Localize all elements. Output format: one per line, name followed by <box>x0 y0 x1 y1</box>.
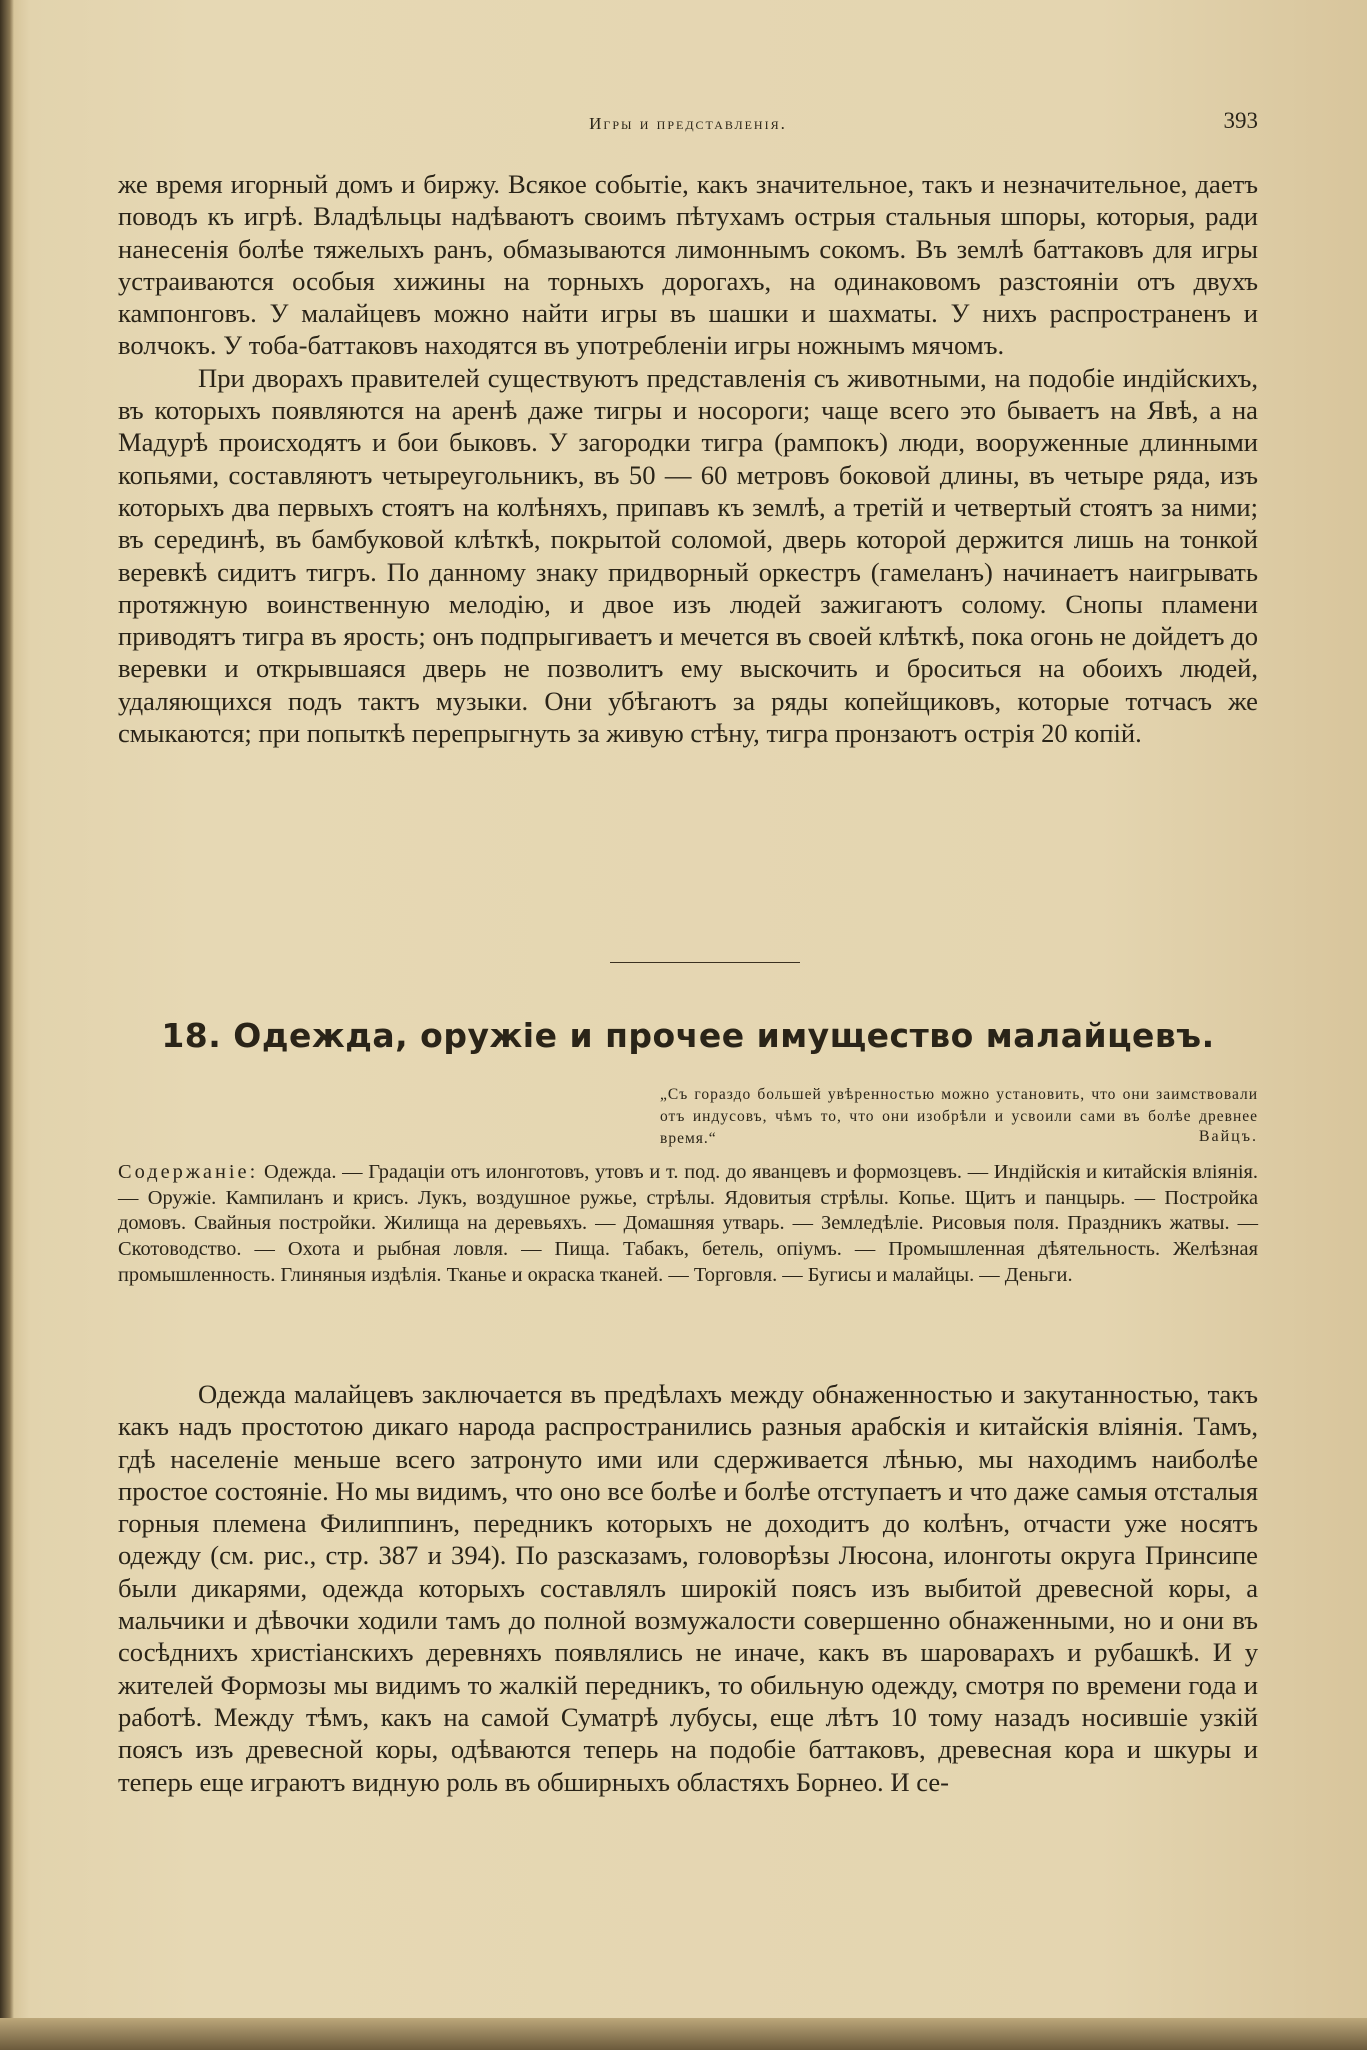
epigraph-author: Вайцъ. <box>1198 1128 1258 1145</box>
page-number: 393 <box>1223 108 1258 133</box>
top-text-block <box>118 168 1258 749</box>
section-contents <box>118 1160 1258 1289</box>
running-head: Игры и представленія. <box>589 114 787 133</box>
page-header <box>118 108 1258 148</box>
epigraph: „Съ гораздо большей увѣренностью можно установить, что они заимствовали отъ индусовъ, чѣмъ то, что они изобрѣли и усвоили сами въ болѣе древнее время.“ <box>660 1086 1258 1147</box>
section-divider <box>610 962 800 963</box>
paragraph-continuation: же время игорный домъ и биржу. Всякое событіе, какъ значительное, такъ и незначительное, даетъ поводъ къ игрѣ. Владѣльцы надѣваютъ своимъ пѣтухамъ острыя стальныя шпоры, которыя, ради нанесенія болѣе тяжелыхъ ранъ, обмазываются лимоннымъ сокомъ. Въ землѣ баттаковъ для игры устраиваются особыя хижины на торныхъ дорогахъ, на одинаковомъ разстояніи отъ двухъ кампонговъ. У малайцевъ можно найти игры въ шашки и шахматы. У нихъ распространенъ и волчокъ. У тоба-баттаковъ находятся въ употребленіи игры ножнымъ мячомъ. <box>118 169 1258 361</box>
contents-text: Одежда. — Градаціи отъ илонготовъ, утовъ и т. под. до яванцевъ и формозцевъ. — Индійскія и китайскія вліянія. — Оружіе. Кампиланъ и крисъ. Лукъ, воздушное ружье, стрѣлы. Ядовитыя стрѣлы. Копье. Щитъ и панцырь. — Постройка домовъ. Свайныя постройки. Жилища на деревьяхъ. — Домашняя утварь. — Земледѣліе. Рисовыя поля. Праздникъ жатвы. — Скотоводство. — Охота и рыбная ловля. — Пища. Табакъ, бетель, опіумъ. — Промышленная дѣятельность. Желѣзная промышленность. Глиняныя издѣлія. Тканье и окраска тканей. — Торговля. — Бугисы и малайцы. — Деньги. <box>118 1161 1258 1286</box>
paragraph-clothing: Одежда малайцевъ заключается въ предѣлахъ между обнаженностью и закутанностью, такъ какъ надъ простотою дикаго народа распространились разныя арабскія и китайскія вліянія. Тамъ, гдѣ населеніе меньше всего затронуто ими или сдерживается лѣнью, мы находимъ наиболѣе простое состояніе. Но мы видимъ, что оно все болѣе и болѣе отступаетъ и что даже самыя отсталыя горныя племена Филиппинъ, передникъ которыхъ не доходитъ до колѣнъ, отчасти уже носятъ одежду (см. рис., стр. 387 и 394). По разсказамъ, головорѣзы Люсона, илонготы округа Принсипе были дикарями, одежда которыхъ составлялъ широкій поясъ изъ выбитой древесной коры, а мальчики и дѣвочки ходили тамъ до полной возмужалости совершенно обнаженными, но и они въ сосѣднихъ христіанскихъ деревняхъ появлялись не иначе, какъ въ шароварахъ и рубашкѣ. И у жителей Формозы мы видимъ то жалкій передникъ, то обильную одежду, смотря по времени года и работѣ. Между тѣмъ, какъ на самой Суматрѣ лубусы, еще лѣтъ 10 тому назадъ носившіе узкій поясъ изъ древесной коры, одѣваются теперь на подобіе баттаковъ, древесная кора и шкуры и теперь еще играютъ видную роль въ обширныхъ областяхъ Борнео. И се- <box>118 1379 1258 1797</box>
contents-label: Содержаніе: <box>118 1161 259 1183</box>
paragraph-tiger-show: При дворахъ правителей существуютъ представленія съ животными, на подобіе индійскихъ, въ которыхъ появляются на аренѣ даже тигры и носороги; чаще всего это бываетъ на Явѣ, а на Мадурѣ происходятъ и бои быковъ. У загородки тигра (рампокъ) люди, вооруженные длинными копьями, составляютъ четыреугольникъ, въ 50 — 60 метровъ боковой длины, въ четыре ряда, изъ которыхъ два первыхъ стоятъ на колѣняхъ, припавъ къ землѣ, а третій и четвертый стоятъ за ними; въ серединѣ, въ бамбуковой клѣткѣ, покрытой соломой, дверь которой держится лишь на тонкой веревкѣ сидитъ тигръ. По данному знаку придворный оркестръ (гамеланъ) начинаетъ наигрывать протяжную воинственную мелодію, и двое изъ людей зажигаютъ солому. Снопы пламени приводятъ тигра въ ярость; онъ подпрыгиваетъ и мечется въ своей клѣткѣ, пока огонь не дойдетъ до веревки и открывшаяся дверь не позволитъ ему выскочить и броситься на обоихъ людей, удаляющихся подъ тактъ музыки. Они убѣгаютъ за ряды копейщиковъ, которые тотчасъ же смыкаются; при попыткѣ перепрыгнуть за живую стѣну, тигра пронзаютъ острія 20 копій. <box>118 362 1258 749</box>
section-body <box>118 1378 1258 1798</box>
page-bottom-edge <box>0 2018 1367 2050</box>
book-spine-shadow <box>0 0 14 2050</box>
section-title: 18. Одежда, оружіе и прочее имущество малайцевъ. <box>161 1016 1215 1055</box>
